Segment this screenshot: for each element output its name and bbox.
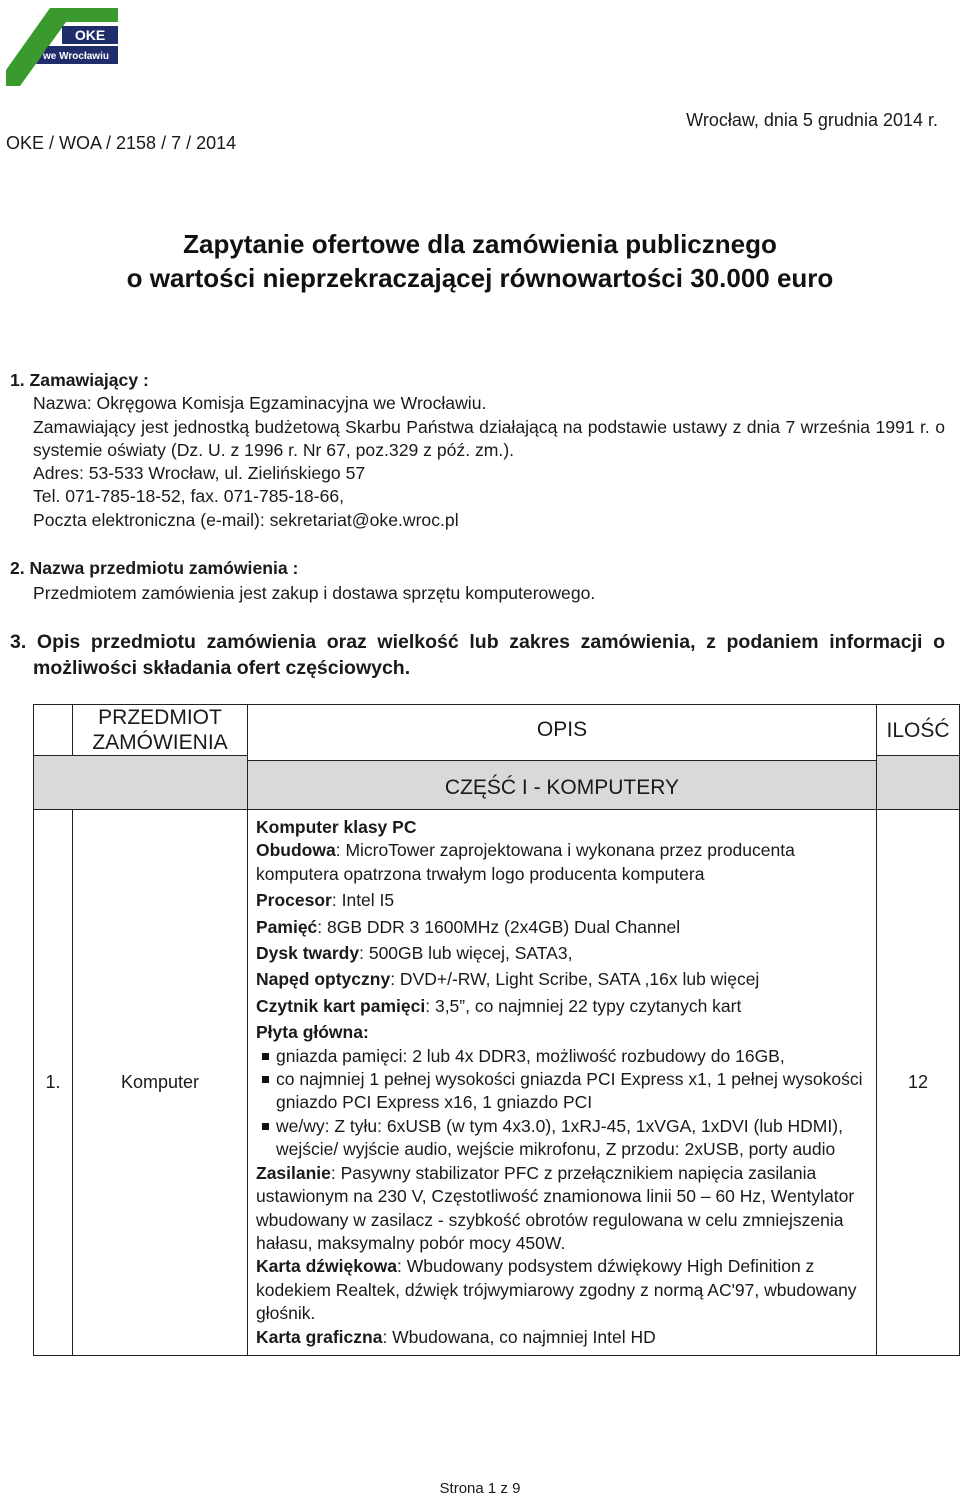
mainboard-item: we/wy: Z tyłu: 6xUSB (w tym 4x3.0), 1xRJ-45, 1xVGA, 1xDVI (lub HDMI), wejście/ wyjście audio, wejście mikrofonu, Z przodu: 2xUSB, porty audio	[276, 1115, 868, 1162]
row-number: 1.	[34, 810, 73, 1356]
header-subject: PRZEDMIOT ZAMÓWIENIA	[73, 705, 248, 756]
header-qty: ILOŚĆ	[877, 705, 960, 756]
reference-number: OKE / WOA / 2158 / 7 / 2014	[6, 133, 237, 153]
section-1-phone: Tel. 071-785-18-52, fax. 071-785-18-66,	[33, 486, 345, 507]
header-desc: OPIS	[248, 705, 876, 761]
row-description	[248, 810, 877, 1356]
title-line-1: Zapytanie ofertowe dla zamówienia publicznego	[183, 229, 777, 259]
mainboard-item: gniazda pamięci: 2 lub 4x DDR3, możliwość rozbudowy do 16GB,	[276, 1045, 868, 1068]
section-1-desc: Zamawiający jest jednostką budżetową Skarbu Państwa działającą na podstawie ustawy z dnia 7 września 1991 r. o systemie oświaty (Dz. U. z 1996 r. Nr 67, poz.329 z póź. zm.).	[33, 416, 945, 460]
document-date: Wrocław, dnia 5 grudnia 2014 r.	[686, 110, 938, 130]
table-header-row	[34, 705, 960, 756]
spec-naped: Napęd optyczny: DVD+/-RW, Light Scribe, SATA ,16x lub więcej	[256, 969, 760, 990]
spec-dysk: Dysk twardy: 500GB lub więcej, SATA3,	[256, 943, 573, 964]
logo-sub: we Wrocławiu	[43, 51, 109, 62]
table-row	[34, 810, 960, 1356]
spec-czytnik: Czytnik kart pamięci: 3,5”, co najmniej 22 typy czytanych kart	[256, 995, 742, 1016]
spec-obudowa: Obudowa: MicroTower zaprojektowana i wykonana przez producenta komputera opatrzona trwałym logo producenta komputera	[256, 840, 795, 884]
mainboard-list	[256, 1045, 868, 1162]
part-row-left	[34, 756, 248, 810]
section-1	[10, 369, 945, 532]
section-2-text: Przedmiotem zamówienia jest zakup i dostawa sprzętu komputerowego.	[33, 583, 596, 604]
oke-logo	[6, 6, 118, 86]
part-row-right	[877, 756, 960, 810]
spec-plyta: Płyta główna:	[256, 1022, 369, 1043]
header-desc-cell	[248, 705, 877, 810]
row-subject: Komputer	[73, 810, 248, 1356]
section-1-address: Adres: 53-533 Wrocław, ul. Zielińskiego 57	[33, 463, 366, 484]
title-line-2: o wartości nieprzekraczającej równowartości 30.000 euro	[126, 263, 834, 293]
spec-pamiec: Pamięć: 8GB DDR 3 1600MHz (2x4GB) Dual Channel	[256, 916, 681, 937]
spec-zasilanie: Zasilanie: Pasywny stabilizator PFC z przełącznikiem napięcia zasilania ustawionym na 230 V, Częstotliwość znamionowa linii 50 – 60 Hz, Wentylator wbudowany w zasilacz - szybkość obrotów regulowana w celu zmniejszenia hałasu, maksymalny pobór mocy 450W.	[256, 1162, 855, 1253]
spec-karta-dzwiekowa: Karta dźwiękowa: Wbudowany podsystem dźwiękowy High Definition z kodekiem Realtek, dźwięk trójwymiarowy zgodny z normą AC'97, wbudowany głośnik.	[256, 1256, 857, 1324]
row-quantity: 12	[877, 810, 960, 1356]
section-1-heading: 1. Zamawiający :	[10, 370, 149, 390]
section-2	[10, 557, 945, 606]
order-table	[33, 704, 960, 1356]
spec-procesor: Procesor: Intel I5	[256, 890, 395, 911]
header-blank-cell	[34, 705, 73, 756]
part-heading: CZĘŚĆ I - KOMPUTERY	[248, 761, 876, 809]
page-footer: Strona 1 z 9	[439, 1480, 521, 1497]
section-3-heading: 3. Opis przedmiotu zamówienia oraz wielkość lub zakres zamówienia, z podaniem informacji o możliwości składania ofert częściowych.	[10, 631, 945, 679]
section-1-email: Poczta elektroniczna (e-mail): sekretariat@oke.wroc.pl	[33, 509, 459, 530]
spec-karta-graficzna: Karta graficzna: Wbudowana, co najmniej Intel HD	[256, 1326, 656, 1347]
mainboard-item: co najmniej 1 pełnej wysokości gniazda PCI Express x1, 1 pełnej wysokości gniazdo PCI Express x16, 1 gniazdo PCI	[276, 1068, 868, 1115]
logo-name: OKE	[74, 27, 106, 43]
desc-title: Komputer klasy PC	[256, 817, 417, 837]
section-2-heading: 2. Nazwa przedmiotu zamówienia :	[10, 558, 299, 578]
section-1-name: Nazwa: Okręgowa Komisja Egzaminacyjna we Wrocławiu.	[33, 393, 487, 414]
